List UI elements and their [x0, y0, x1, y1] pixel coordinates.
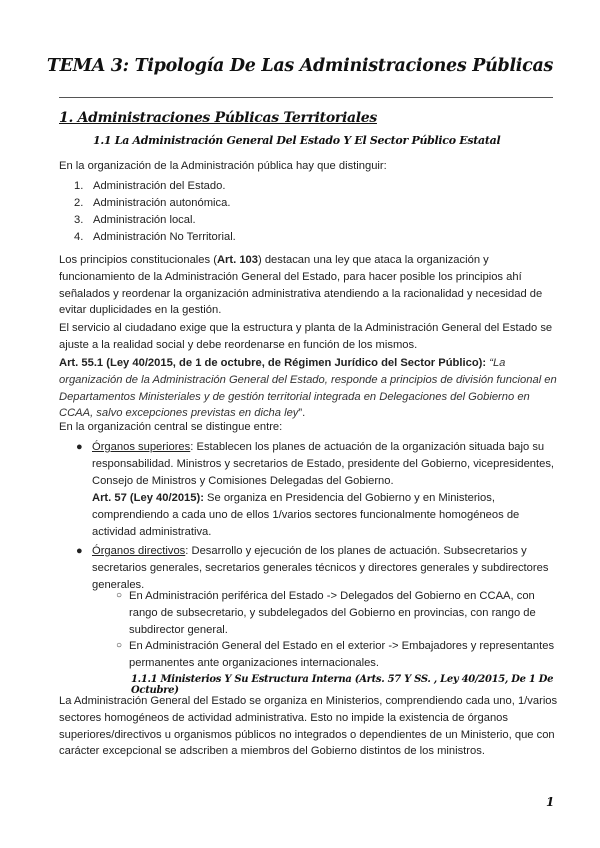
section-heading: 1. Administraciones Públicas Territoriales [59, 110, 377, 126]
art-57-paragraph: Art. 57 (Ley 40/2015): Se organiza en Presidencia del Gobierno y en Ministerios, comprendiendo a cada uno de ellos 1/varios sectores funcionalmente homogéneos de actividad administrativa. [92, 492, 520, 538]
service-paragraph: El servicio al ciudadano exige que la estructura y planta de la Administración General del Estado se ajuste a la realidad social y debe reordenarse en función de los mismos. [59, 322, 553, 351]
bullet-dot-icon: ● [76, 545, 83, 557]
bullet-circle-icon: ○ [116, 640, 123, 651]
organos-directivos-label: Órganos directivos [92, 545, 186, 557]
sub-item-exterior: ○ En Administración General del Estado en el exterior -> Embajadores y representantes permanentes ante organizaciones internacionales. [116, 640, 555, 669]
intro-paragraph: En la organización de la Administración pública hay que distinguir: [59, 160, 387, 172]
organos-superiores-label: Órganos superiores [92, 441, 191, 453]
bullet-dot-icon: ● [76, 441, 83, 453]
art-55-reference: Art. 55.1 (Ley 40/2015, de 1 de octubre, de Régimen Jurídico del Sector Público): [59, 357, 487, 369]
list-item: 1. Administración del Estado. [74, 180, 226, 192]
ministerios-paragraph: La Administración General del Estado se organiza en Ministerios, comprendiendo cada uno, 1/varios sectores homogéneos de actividad administrativa. Esto no impide la existencia de órganos superiores/directivos u organismos públicos no integrados o dependientes de un Ministerio, que con carácter excepcional se adscriben a miembros del Gobierno distintos de los ministros. [59, 695, 558, 758]
art-55-quote: “La organización de la Administración General del Estado, responde a principios de división funcional en Departamentos Ministeriales y de gestión territorial integrada en Delegaciones del Gobierno en CCAA, salvo excepciones previstas en dicha ley [59, 357, 557, 420]
title-divider [59, 97, 553, 98]
subsection-heading: 1.1 La Administración General Del Estado Y El Sector Público Estatal [93, 134, 501, 147]
list-item: 2. Administración autonómica. [74, 197, 231, 209]
document-title: TEMA 3: Tipología De Las Administraciones Públicas [46, 56, 554, 76]
list-item: 3. Administración local. [74, 214, 196, 226]
art-57-reference: Art. 57 (Ley 40/2015): [92, 492, 204, 504]
article-103-ref: Art. 103 [216, 254, 258, 266]
bullet-circle-icon: ○ [116, 590, 123, 601]
bullet-organos-superiores: ● Órganos superiores: Establecen los planes de actuación de la organización situada bajo su responsabilidad. Ministros y secretarios de Estado, presidente del Gobierno, vicepresidentes, Consejo de Ministros y Comisiones Delegadas del Gobierno. [76, 441, 555, 487]
list-item: 4. Administración No Territorial. [74, 231, 236, 243]
bullet-organos-directivos: ● Órganos directivos: Desarrollo y ejecución de los planes de actuación. Subsecretarios y secretarios generales, secretarios generales técnicos y directores generales y subdirectores generales. [76, 545, 549, 591]
subsubsection-heading: 1.1.1 Ministerios Y Su Estructura Interna (Arts. 57 Y SS. , Ley 40/2015, De 1 De Octubre) [131, 674, 554, 696]
central-org-intro: En la organización central se distingue entre: [59, 421, 283, 433]
sub-item-periferica: ○ En Administración periférica del Estado -> Delegados del Gobierno en CCAA, con rango de subsecretario, y subdelegados del Gobierno en provincias, con rango de subdirector general. [116, 590, 536, 636]
page-number: 1 [546, 795, 555, 809]
art-55-paragraph: Art. 55.1 (Ley 40/2015, de 1 de octubre, de Régimen Jurídico del Sector Público): “La organización de la Administración General del Estado, responde a principios de división funcional en Departamentos Ministeriales y de gestión territorial integrada en Delegaciones del Gobierno en CCAA, salvo excepciones previstas en dicha ley”. [59, 357, 557, 420]
numbered-list [74, 178, 236, 246]
principles-paragraph: Los principios constitucionales (Art. 103) destacan una ley que ataca la organización y funcionamiento de la Administración General del Estado, para hacer posible los principios ahí señalados y reordenar la organización administrativa atendiendo a la racionalidad y necesidad de evitar duplicidades en la gestión. [59, 254, 543, 317]
